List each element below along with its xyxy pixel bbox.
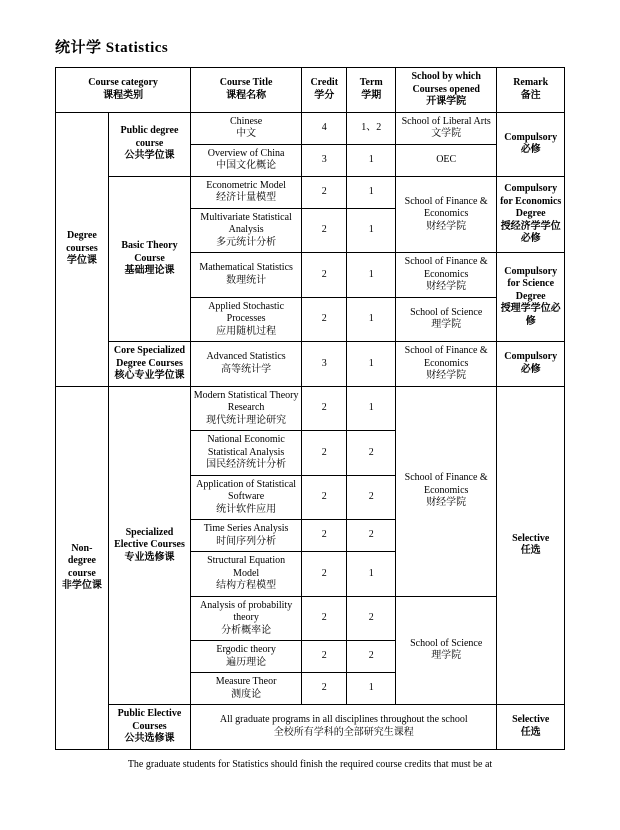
- course-credit: 2: [302, 641, 347, 673]
- course-term: 2: [347, 641, 396, 673]
- course-credit: 2: [302, 208, 347, 253]
- course-term: 1: [347, 176, 396, 208]
- course-title-en: Chinese: [230, 115, 263, 127]
- subgroup-basic-theory-course: [108, 176, 190, 342]
- subgroup-basic-theory-course-en: Basic Theory Course: [121, 240, 178, 264]
- course-school-zh: 财经学院: [426, 281, 467, 292]
- course-term: 1: [347, 342, 396, 387]
- table-row: [56, 705, 565, 750]
- course-remark-zh: 必修: [520, 363, 541, 375]
- course-remark-en: Compulsory for Science Degree: [504, 265, 558, 302]
- course-credit: 2: [302, 520, 347, 552]
- course-school-zh: 理学院: [431, 650, 462, 662]
- header-course-title-en: Course Title: [219, 77, 273, 89]
- course-title-en: Time Series Analysis: [203, 523, 289, 534]
- course-remark-en: Selective: [512, 714, 550, 726]
- course-remark-en: Compulsory: [504, 351, 558, 363]
- course-title-zh: 中文: [236, 128, 257, 139]
- course-term: 1: [347, 297, 396, 342]
- course-school: [396, 596, 497, 705]
- course-school-en: School of Science: [410, 637, 483, 649]
- group-non-degree-course-en: Non-degree course: [67, 542, 96, 579]
- group-non-degree-course-zh: 非学位课: [61, 580, 102, 591]
- course-credit: 2: [302, 176, 347, 208]
- header-remark-en: Remark: [513, 77, 549, 89]
- course-title-en: National Economic Statistical Analysis: [207, 434, 285, 458]
- course-title-en: Ergodic theory: [216, 644, 276, 655]
- header-course-category-zh: 课程类别: [103, 89, 144, 101]
- course-title: [191, 475, 302, 520]
- course-title: [191, 552, 302, 597]
- course-credit: 3: [302, 342, 347, 387]
- header-credit: [302, 68, 347, 113]
- course-school-zh: 财经学院: [426, 370, 467, 381]
- course-remark-en: Compulsory: [504, 131, 558, 143]
- course-school: [396, 112, 497, 144]
- course-title: [191, 176, 302, 208]
- header-remark: [497, 68, 565, 113]
- header-course-title: [191, 68, 302, 113]
- course-title: [191, 342, 302, 387]
- subgroup-specialized-elective-en: Specialized Elective Courses: [114, 526, 185, 550]
- course-title-zh: 时间序列分析: [216, 535, 277, 547]
- subgroup-public-degree-course: [108, 112, 190, 176]
- group-degree-courses-zh: 学位课: [66, 255, 97, 267]
- course-title: [191, 596, 302, 641]
- subgroup-public-elective-en: Public Elective Courses: [117, 708, 182, 732]
- course-title: [191, 673, 302, 705]
- subgroup-core-specialized-en: Core Specialized Degree Courses: [113, 345, 186, 369]
- subgroup-core-specialized-zh: 核心专业学位课: [114, 370, 185, 381]
- course-school-en: School of Finance & Economics: [404, 195, 488, 219]
- course-credit: 2: [302, 386, 347, 431]
- course-remark-en: Selective: [512, 532, 550, 544]
- course-title-zh: 多元统计分析: [216, 236, 277, 248]
- course-credit: 4: [302, 112, 347, 144]
- curriculum-table: [55, 67, 565, 750]
- course-credit: 2: [302, 552, 347, 597]
- subgroup-specialized-elective-zh: 专业选修课: [124, 551, 175, 563]
- course-school: [396, 386, 497, 596]
- course-remark-zh: 任选: [520, 726, 541, 738]
- course-title-zh: 现代统计理论研究: [206, 414, 287, 426]
- course-remark: [497, 705, 565, 750]
- course-title-en: Econometric Model: [206, 179, 286, 191]
- course-title-en: Application of Statistical Software: [196, 478, 297, 502]
- table-row: [56, 342, 565, 387]
- course-title-zh: 结构方程模型: [216, 580, 277, 591]
- course-title-zh: 中国文化概论: [216, 160, 277, 171]
- course-title-en: Structural Equation Model: [207, 555, 286, 579]
- course-school-en: School of Finance & Economics: [404, 472, 488, 496]
- public-elective-description-zh: 全校所有学科的全部研究生课程: [273, 726, 414, 738]
- course-title-zh: 数理统计: [226, 274, 267, 286]
- subgroup-specialized-elective-courses: [108, 386, 190, 705]
- course-school: [396, 176, 497, 253]
- course-credit: 2: [302, 297, 347, 342]
- course-title: [191, 144, 302, 176]
- course-term: 2: [347, 520, 396, 552]
- course-title-en: Overview of China: [207, 147, 285, 159]
- course-title: [191, 112, 302, 144]
- header-credit-en: Credit: [310, 77, 339, 89]
- header-course-title-zh: 课程名称: [226, 89, 267, 101]
- course-term: 1: [347, 386, 396, 431]
- course-title-zh: 分析概率论: [221, 624, 272, 636]
- course-title-en: Measure Theor: [215, 676, 277, 687]
- course-school-zh: 理学院: [431, 319, 462, 331]
- header-term-en: Term: [359, 77, 383, 89]
- course-credit: 2: [302, 475, 347, 520]
- course-term: 1、2: [347, 112, 396, 144]
- course-term: 2: [347, 475, 396, 520]
- course-credit: 3: [302, 144, 347, 176]
- course-credit: 2: [302, 253, 347, 298]
- course-school-zh: 财经学院: [426, 220, 467, 232]
- public-elective-description: [191, 705, 497, 750]
- course-term: 1: [347, 144, 396, 176]
- course-credit: 2: [302, 673, 347, 705]
- course-title-zh: 经济计量模型: [216, 192, 277, 203]
- course-title-zh: 统计软件应用: [216, 503, 277, 515]
- page-title: 统计学 Statistics: [55, 40, 169, 56]
- course-credit: 2: [302, 431, 347, 476]
- subgroup-public-elective-courses: [108, 705, 190, 750]
- group-degree-courses-en: Degree courses: [66, 230, 98, 254]
- course-title-zh: 测度论: [231, 688, 262, 700]
- course-term: 1: [347, 253, 396, 298]
- course-title: [191, 386, 302, 431]
- course-term: 2: [347, 431, 396, 476]
- subgroup-public-degree-course-zh: 公共学位课: [124, 150, 175, 162]
- group-non-degree-course: [56, 386, 109, 749]
- header-course-category-en: Course category: [88, 77, 158, 89]
- header-term: [347, 68, 396, 113]
- course-title: [191, 297, 302, 342]
- course-title: [191, 520, 302, 552]
- header-school-zh: 开课学院: [426, 96, 467, 107]
- course-school-zh: 财经学院: [426, 497, 467, 509]
- table-row: [56, 176, 565, 208]
- course-title-en: Advanced Statistics: [206, 351, 286, 363]
- course-remark-zh: 必修: [520, 144, 541, 155]
- course-remark-zh: 任选: [520, 545, 541, 557]
- course-title-en: Applied Stochastic Processes: [208, 300, 285, 324]
- subgroup-public-elective-zh: 公共选修课: [124, 733, 175, 744]
- header-school-en: School by which Courses opened: [411, 71, 481, 95]
- course-term: 1: [347, 673, 396, 705]
- course-title-zh: 应用随机过程: [216, 325, 277, 337]
- course-title: [191, 253, 302, 298]
- course-title: [191, 208, 302, 253]
- table-row: [56, 386, 565, 431]
- course-title-en: Analysis of probability theory: [200, 599, 293, 623]
- header-term-zh: 学期: [361, 89, 382, 101]
- course-title: [191, 641, 302, 673]
- course-school: [396, 253, 497, 298]
- course-remark-zh: 授理学学位必修: [500, 303, 561, 327]
- course-title-zh: 高等统计学: [221, 363, 272, 375]
- course-school: [396, 297, 497, 342]
- course-school: [396, 342, 497, 387]
- course-school-en: School of Liberal Arts: [401, 115, 491, 127]
- course-school-en: School of Finance & Economics: [404, 256, 488, 280]
- course-term: 1: [347, 552, 396, 597]
- table-row: [56, 112, 565, 144]
- header-course-category: [56, 68, 191, 113]
- course-remark-zh: 授经济学学位必修: [500, 220, 561, 244]
- course-school-zh: 文学院: [431, 128, 462, 139]
- public-elective-description-en: All graduate programs in all disciplines throughout the school: [219, 714, 468, 726]
- course-school: OEC: [396, 144, 497, 176]
- course-title-en: Mathematical Statistics: [199, 262, 293, 274]
- course-remark-en: Compulsory for Economics Degree: [500, 183, 562, 219]
- course-term: 1: [347, 208, 396, 253]
- course-title-zh: 遍历理论: [226, 656, 267, 668]
- header-remark-zh: 备注: [520, 89, 541, 101]
- course-remark: [497, 253, 565, 342]
- header-credit-zh: 学分: [314, 89, 335, 101]
- subgroup-core-specialized-degree-courses: [108, 342, 190, 387]
- course-school-en: School of Finance & Economics: [404, 345, 488, 369]
- course-remark: [497, 342, 565, 387]
- course-school-en: School of Science: [410, 306, 483, 318]
- course-remark: [497, 112, 565, 176]
- course-remark: [497, 176, 565, 253]
- course-remark: [497, 386, 565, 705]
- footnote-text: The graduate students for Statistics should finish the required course credits that must be at: [127, 758, 493, 770]
- table-header-row: [56, 68, 565, 113]
- course-title-en: Modern Statistical Theory Research: [193, 389, 299, 413]
- header-school: [396, 68, 497, 113]
- course-credit: 2: [302, 596, 347, 641]
- subgroup-basic-theory-course-zh: 基础理论课: [124, 265, 175, 276]
- group-degree-courses: [56, 112, 109, 386]
- course-title: [191, 431, 302, 476]
- course-term: 2: [347, 596, 396, 641]
- course-title-zh: 国民经济统计分析: [206, 459, 287, 470]
- subgroup-public-degree-course-en: Public degree course: [120, 125, 179, 149]
- course-title-en: Multivariate Statistical Analysis: [200, 211, 292, 235]
